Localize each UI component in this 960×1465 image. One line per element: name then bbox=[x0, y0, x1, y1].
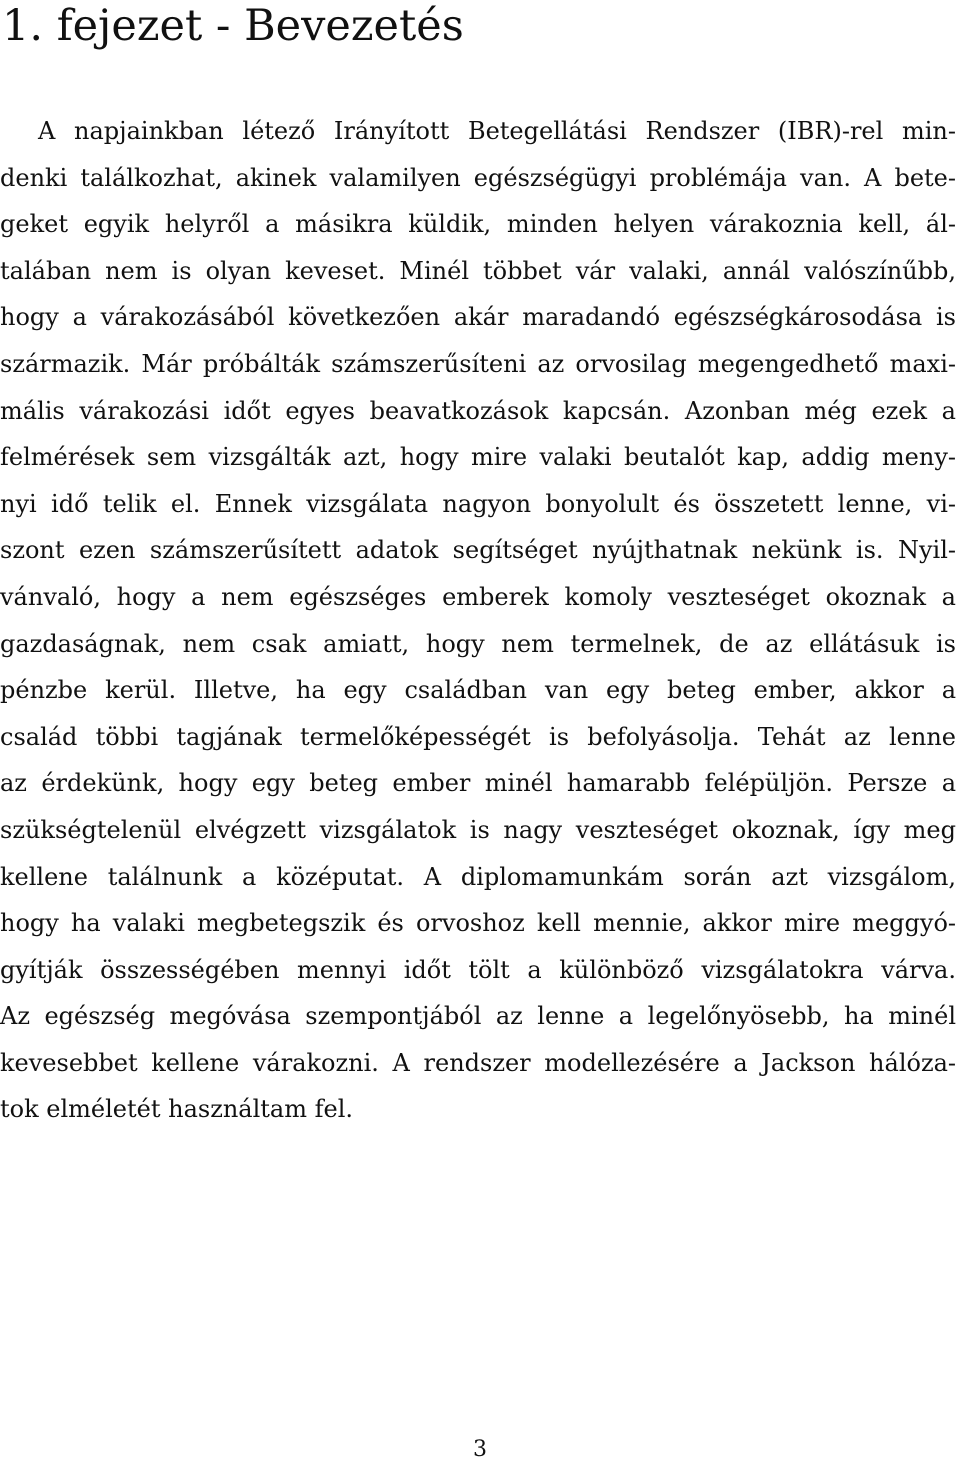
text-line: gyítják összességében mennyi időt tölt a különböző vizsgálatokra várva. bbox=[0, 955, 956, 984]
text-line: pénzbe kerül. Illetve, ha egy családban van egy beteg ember, akkor a bbox=[0, 676, 956, 705]
text-line: szükségtelenül elvégzett vizsgálatok is nagy veszteséget okoznak, így meg bbox=[0, 815, 956, 844]
text-line: Az egészség megóvása szempontjából az lenne a legelőnyösebb, ha minél bbox=[0, 1002, 956, 1031]
text-line: család többi tagjának termelőképességét is befolyásolja. Tehát az lenne bbox=[0, 722, 956, 751]
text-line: talában nem is olyan keveset. Minél többet vár valaki, annál valószínűbb, bbox=[0, 256, 956, 285]
text-line: kellene találnunk a középutat. A diplomamunkám során azt vizsgálom, bbox=[0, 862, 956, 891]
text-line: denki találkozhat, akinek valamilyen egészségügyi problémája van. A bete- bbox=[0, 163, 956, 192]
text-line: hogy ha valaki megbetegszik és orvoshoz kell mennie, akkor mire meggyó- bbox=[0, 909, 956, 938]
text-line: szont ezen számszerűsített adatok segítséget nyújthatnak nekünk is. Nyil- bbox=[0, 536, 956, 565]
text-line: vánvaló, hogy a nem egészséges emberek komoly veszteséget okoznak a bbox=[0, 582, 956, 611]
text-line: hogy a várakozásából következően akár maradandó egészségkárosodása is bbox=[0, 303, 956, 332]
text-line: tok elméletét használtam fel. bbox=[0, 1095, 354, 1124]
text-line: kevesebbet kellene várakozni. A rendszer modellezésére a Jackson hálóza- bbox=[0, 1048, 956, 1077]
text-line: nyi idő telik el. Ennek vizsgálata nagyon bonyolult és összetett lenne, vi- bbox=[0, 489, 956, 518]
body-paragraph bbox=[0, 108, 956, 1133]
text-line: mális várakozási időt egyes beavatkozások kapcsán. Azonban még ezek a bbox=[0, 396, 956, 425]
text-line: A napjainkban létező Irányított Betegellátási Rendszer (IBR)-rel min- bbox=[38, 117, 956, 145]
text-line: származik. Már próbálták számszerűsíteni az orvosilag megengedhető maxi- bbox=[0, 349, 956, 378]
text-line: gazdaságnak, nem csak amiatt, hogy nem termelnek, de az ellátásuk is bbox=[0, 629, 956, 658]
page-number: 3 bbox=[473, 1437, 487, 1462]
chapter-title: 1. fejezet - Bevezetés bbox=[2, 1, 464, 51]
text-line: felmérések sem vizsgálták azt, hogy mire valaki beutalót kap, addig meny- bbox=[0, 443, 956, 472]
text-line: az érdekünk, hogy egy beteg ember minél hamarabb felépüljön. Persze a bbox=[0, 769, 956, 798]
text-line: geket egyik helyről a másikra küldik, minden helyen várakoznia kell, ál- bbox=[0, 210, 956, 239]
